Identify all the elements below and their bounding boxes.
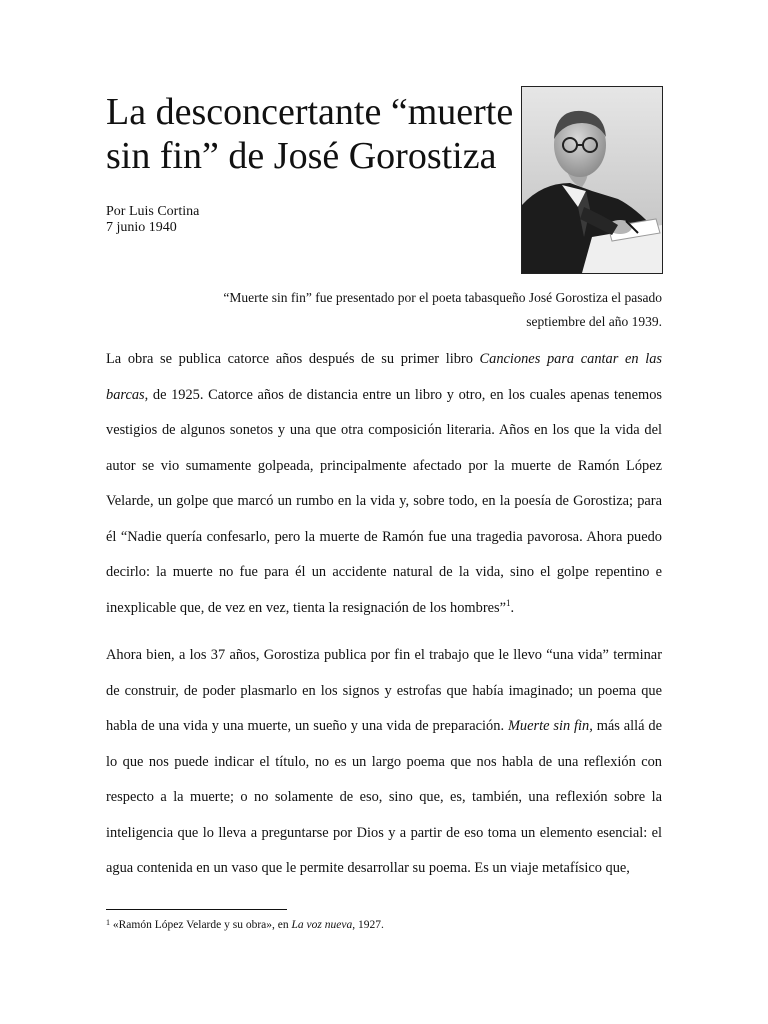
- paragraph-2: [106, 638, 662, 887]
- paragraph-1-text-a: La obra se publica catorce años después de su primer libro: [106, 351, 480, 367]
- book-title: Canciones para cantar en las barcas: [106, 351, 662, 403]
- portrait-photo-icon: [521, 86, 663, 274]
- footnote-text-a: «Ramón López Velarde y su obra», en: [110, 919, 292, 931]
- paragraph-2-text-a: Ahora bien, a los 37 años, Gorostiza publica por fin el trabajo que le llevo “una vida” terminar de construir, de poder plasmarlo en los signos y estrofas que había imaginado; un poema que habla de una vida y una muerte, un sueño y una vida de preparación.: [106, 647, 662, 734]
- footnote-number: 1: [106, 918, 110, 927]
- epigraph-line-1: “Muerte sin fin” fue presentado por el poeta tabasqueño José Gorostiza el pasado: [223, 290, 662, 305]
- paragraph-1: [106, 342, 662, 626]
- footnote-reference: 1: [505, 597, 511, 608]
- footnote-text-b: , 1927.: [352, 919, 384, 931]
- paragraph-1-text-b: , de 1925. Catorce años de distancia entre un libro y otro, en los cuales apenas tenemos vestigios de algunos sonetos y una que otra composición literaria. Años en los que la vida del autor se vio sumamente golpeada, principalmente afectado por la muerte de Ramón López Velarde, un golpe que marcó un rumbo en la vida y, sobre todo, en la poesía de Gorostiza; para él “Nadie quería confesarlo, pero la muerte de Ramón fue una tragedia pavorosa. Ahora puedo decirlo: la muerte no fue para él un accidente natural de la vida, sino el golpe repentino e inexplicable que, de vez en vez, tienta la resignación de los hombres”: [106, 386, 662, 616]
- article-body: [106, 342, 662, 899]
- publish-date: 7 junio 1940: [106, 220, 177, 235]
- paragraph-1-end: .: [510, 599, 515, 616]
- paragraph-2-text-b: más allá de lo que nos puede indicar el título, no es un largo poema que nos habla de una reflexión con respecto a la muerte; o no solamente de eso, sino que, es, también, una reflexión sobre la inteligencia que lo lleva a preguntarse por Dios y a partir de eso toma un elemento esencial: el agua contenida en un vaso que le permite desarrollar su poema. Es un viaje metafísico que,: [106, 718, 663, 876]
- epigraph-line-2: septiembre del año 1939.: [526, 314, 662, 329]
- byline: [106, 204, 199, 236]
- article-title: [106, 90, 514, 178]
- portrait-illustration: [522, 87, 662, 273]
- footnote-source: La voz nueva: [291, 919, 353, 931]
- author: Por Luis Cortina: [106, 204, 200, 219]
- footnote-divider: [106, 909, 287, 910]
- epigraph: [200, 286, 662, 334]
- poem-title: Muerte sin fin,: [507, 718, 593, 734]
- title-line-2: sin fin” de José Gorostiza: [106, 135, 497, 177]
- title-line-1: La desconcertante “muerte: [106, 91, 514, 133]
- footnote: [106, 918, 662, 932]
